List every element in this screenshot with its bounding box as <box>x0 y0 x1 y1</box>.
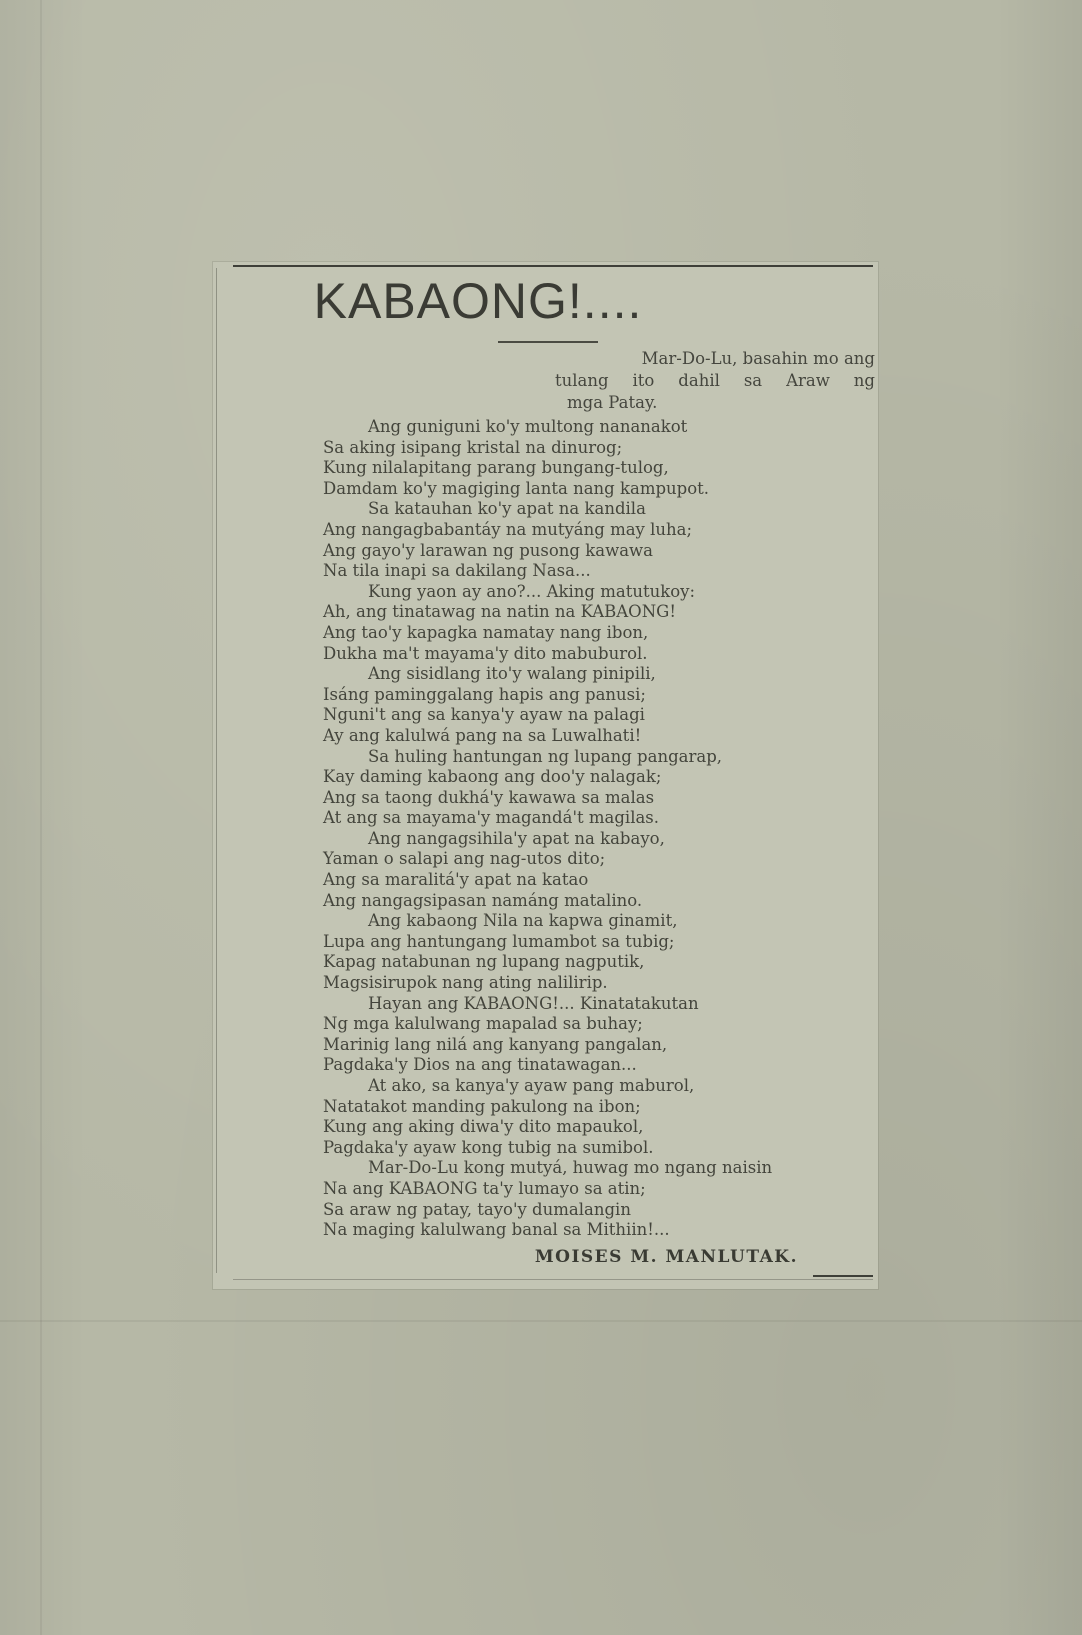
left-rule <box>216 268 217 1273</box>
poem-line: Dukha ma't mayama'y dito mabuburol. <box>323 643 648 663</box>
paper-crease <box>40 0 42 1635</box>
poem-line: Marinig lang nilá ang kanyang pangalan, <box>323 1034 668 1054</box>
newspaper-clipping <box>213 262 878 1289</box>
poem-line: At ako, sa kanya'y ayaw pang maburol, <box>368 1076 695 1095</box>
poem-line: Sa aking isipang kristal na dinurog; <box>323 437 623 457</box>
paper-crease <box>0 1320 1082 1322</box>
poem-line: Sa huling hantungan ng lupang pangarap, <box>368 746 723 766</box>
poem-line: Ang kabaong Nila na kapwa ginamit, <box>368 911 678 931</box>
poem-line: Pagdaka'y ayaw kong tubig na sumibol. <box>323 1137 654 1157</box>
poem-line: Na maging kalulwang banal sa Mithiin!... <box>323 1220 670 1240</box>
poem-line: Ang nangagsipasan namáng matalino. <box>323 890 643 910</box>
poem-line: Ang nangagsihila'y apat na kabayo, <box>368 828 665 848</box>
poem-line: Nguni't ang sa kanya'y ayaw na palagi <box>323 705 645 725</box>
poem-line: Ang nangagbabantáy na mutyáng may luha; <box>323 519 693 539</box>
poem-line: Ang guniguni ko'y multong nananakot <box>368 417 688 436</box>
poem-line: At ang sa mayama'y magandá't magilas. <box>323 808 660 828</box>
poem-line: Ng mga kalulwang mapalad sa buhay; <box>323 1014 643 1034</box>
bottom-rule-thin <box>233 1279 873 1280</box>
poem-line: Na tila inapi sa dakilang Nasa... <box>323 561 591 581</box>
poem-line: Magsisirupok nang ating nalilirip. <box>323 973 608 993</box>
dedication-line: mga Patay. <box>567 393 658 412</box>
poem-line: Mar-Do-Lu kong mutyá, huwag mo ngang naisin <box>368 1158 773 1178</box>
poem-line: Kung yaon ay ano?... Aking matutukoy: <box>368 581 696 601</box>
poem-line: Damdam ko'y magiging lanta nang kampupot. <box>323 478 710 498</box>
poem-line: Isáng paminggalang hapis ang panusi; <box>323 684 646 704</box>
poem-line: Natatakot manding pakulong na ibon; <box>323 1096 641 1116</box>
poem-line: Ang sa maralitá'y apat na katao <box>323 870 589 890</box>
poem-line: Ang gayo'y larawan ng pusong kawawa <box>323 540 653 560</box>
dedication-line: Mar-Do-Lu, basahin mo ang <box>641 349 875 368</box>
dedication-line: tulang ito dahil sa Araw ng <box>555 371 875 390</box>
title-underline <box>498 341 598 343</box>
poem-line: Kay daming kabaong ang doo'y nalagak; <box>323 767 662 787</box>
poem-line: Na ang KABAONG ta'y lumayo sa atin; <box>323 1178 646 1198</box>
poem-line: Kung nilalapitang parang bungang-tulog, <box>323 458 669 478</box>
poem-line: Sa katauhan ko'y apat na kandila <box>368 499 646 519</box>
poem-title: KABAONG!.... <box>313 273 643 329</box>
poem-line: Ang tao'y kapagka namatay nang ibon, <box>323 622 649 642</box>
dedication <box>555 348 875 414</box>
poem-line: Lupa ang hantungang lumambot sa tubig; <box>323 931 675 951</box>
poem-line: Kung ang aking diwa'y dito mapaukol, <box>323 1117 644 1137</box>
author-signature: MOISES M. MANLUTAK. <box>534 1247 798 1267</box>
poem-line: Sa araw ng patay, tayo'y dumalangin <box>323 1199 631 1219</box>
poem-line: Yaman o salapi ang nag-utos dito; <box>323 849 606 869</box>
top-rule <box>233 265 873 267</box>
poem-line: Ay ang kalulwá pang na sa Luwalhati! <box>323 725 642 745</box>
poem-line: Hayan ang KABAONG!... Kinatatakutan <box>368 993 699 1013</box>
poem-line: Kapag natabunan ng lupang nagputik, <box>323 952 645 972</box>
poem-body <box>323 417 883 1241</box>
poem-line: Ah, ang tinatawag na natin na KABAONG! <box>323 602 676 622</box>
poem-line: Ang sisidlang ito'y walang pinipili, <box>368 664 656 684</box>
poem-line: Pagdaka'y Dios na ang tinatawagan... <box>323 1055 637 1075</box>
bottom-rule <box>813 1275 873 1277</box>
poem-line: Ang sa taong dukhá'y kawawa sa malas <box>323 787 655 807</box>
